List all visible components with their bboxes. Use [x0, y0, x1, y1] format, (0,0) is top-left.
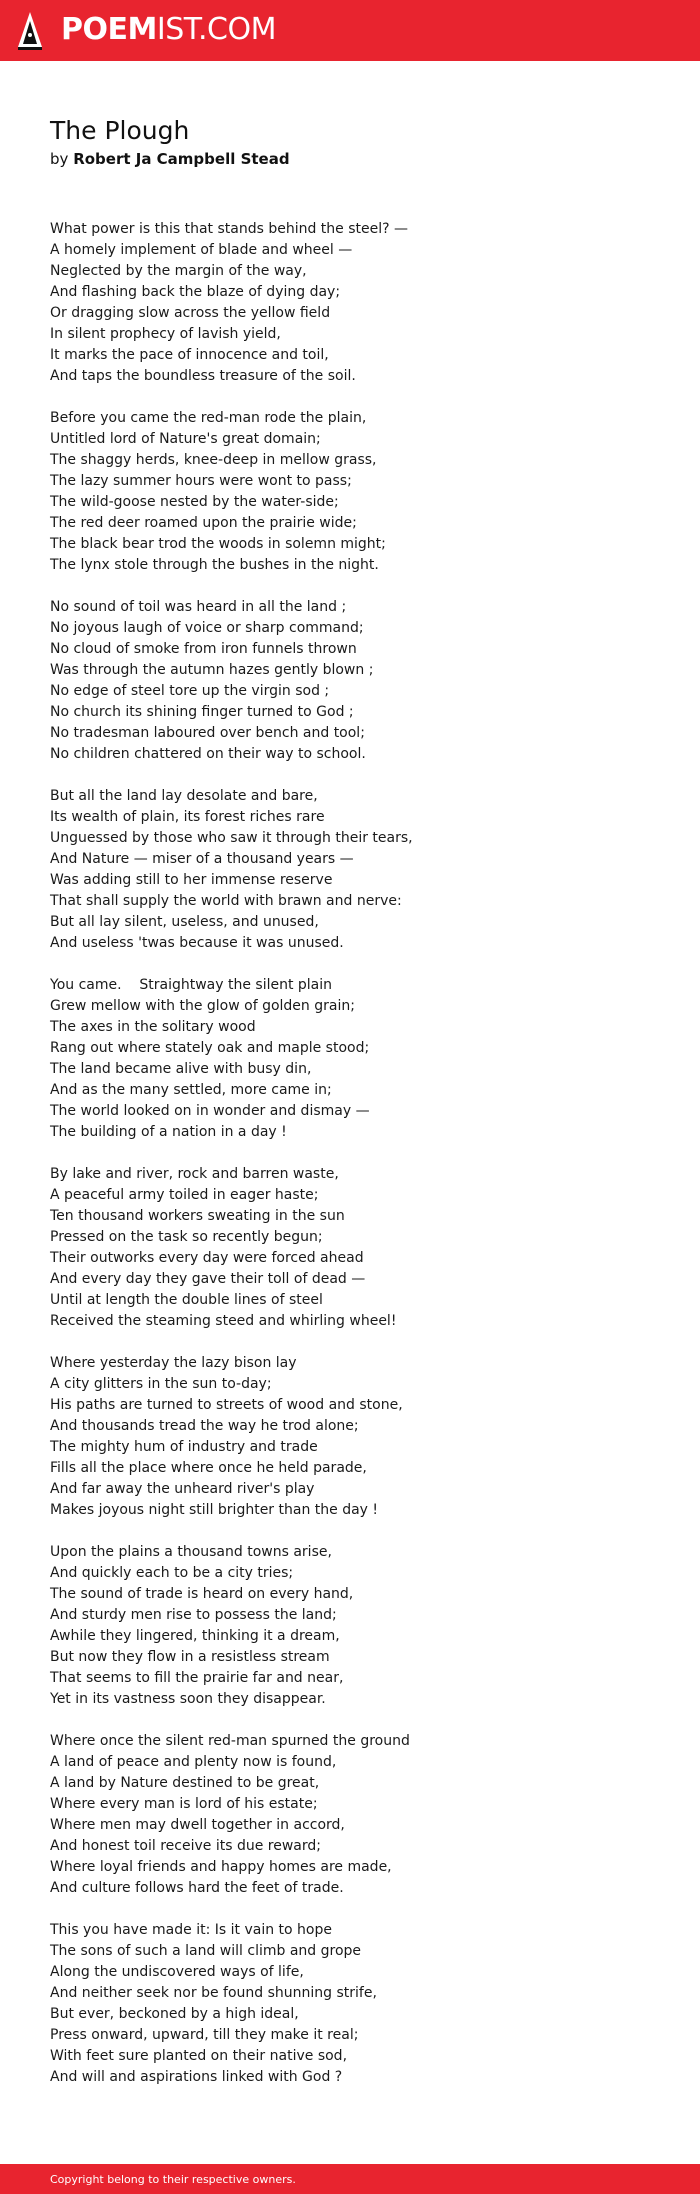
poem-line: Where men may dwell together in accord,: [50, 1817, 345, 1833]
poem-line: No cloud of smoke from iron funnels thrown: [50, 641, 357, 657]
poem-line: And sturdy men rise to possess the land;: [50, 1607, 337, 1623]
poem-line: Untitled lord of Nature's great domain;: [50, 431, 321, 447]
poem-line: That seems to fill the prairie far and near,: [50, 1670, 344, 1686]
stanza: [50, 786, 650, 954]
poem-line: The shaggy herds, knee-deep in mellow grass,: [50, 452, 377, 468]
poem-line: His paths are turned to streets of wood and stone,: [50, 1397, 403, 1413]
poem-line: But all the land lay desolate and bare,: [50, 788, 318, 804]
poem-line: The mighty hum of industry and trade: [50, 1439, 318, 1455]
poemist-nib-icon[interactable]: [15, 11, 45, 51]
poem-line: And neither seek nor be found shunning strife,: [50, 1985, 377, 2001]
poem-line: The building of a nation in a day !: [50, 1124, 287, 1140]
poem-line: Unguessed by those who saw it through their tears,: [50, 830, 413, 846]
stanza: [50, 1164, 650, 1332]
stanza: [50, 1731, 650, 1899]
poem-line: And will and aspirations linked with God ?: [50, 2069, 343, 2085]
poem-line: And quickly each to be a city tries;: [50, 1565, 294, 1581]
poem-line: But now they flow in a resistless stream: [50, 1649, 330, 1665]
poem-line: Press onward, upward, till they make it real;: [50, 2027, 359, 2043]
poem-line: But ever, beckoned by a high ideal,: [50, 2006, 299, 2022]
poem-line: No joyous laugh of voice or sharp command;: [50, 620, 364, 636]
poem-line: Awhile they lingered, thinking it a dream,: [50, 1628, 340, 1644]
stanza: [50, 1920, 650, 2088]
poem-title: The Plough: [50, 116, 190, 145]
poem-line: Pressed on the task so recently begun;: [50, 1229, 323, 1245]
poem-line: The axes in the solitary wood: [50, 1019, 256, 1035]
site-header: [0, 0, 700, 61]
logo-text-bold: POEM: [61, 12, 157, 47]
stanza: [50, 1542, 650, 1710]
poem-line: Makes joyous night still brighter than the day !: [50, 1502, 379, 1518]
poem-line: Where once the silent red-man spurned the ground: [50, 1733, 410, 1749]
poem-line: And thousands tread the way he trod alone;: [50, 1418, 359, 1434]
poem-line: Where loyal friends and happy homes are made,: [50, 1859, 392, 1875]
poem-line: Neglected by the margin of the way,: [50, 263, 307, 279]
poem-line: By lake and river, rock and barren waste,: [50, 1166, 339, 1182]
poem-line: It marks the pace of innocence and toil,: [50, 347, 329, 363]
poem-line: And culture follows hard the feet of trade.: [50, 1880, 344, 1896]
stanza: [50, 975, 650, 1143]
poem-line: But all lay silent, useless, and unused,: [50, 914, 319, 930]
poem-line: What power is this that stands behind the steel? —: [50, 221, 409, 237]
poem-line: A homely implement of blade and wheel —: [50, 242, 353, 258]
poem-line: And as the many settled, more came in;: [50, 1082, 332, 1098]
site-footer: [0, 2164, 700, 2194]
poem-line: That shall supply the world with brawn and nerve:: [50, 893, 402, 909]
poem-line: This you have made it: Is it vain to hope: [50, 1922, 332, 1938]
poem-line: No children chattered on their way to school.: [50, 746, 366, 762]
poem-line: Was adding still to her immense reserve: [50, 872, 333, 888]
poem-line: Before you came the red-man rode the plain,: [50, 410, 367, 426]
by-label: by: [50, 150, 69, 168]
poem-line: And taps the boundless treasure of the soil.: [50, 368, 356, 384]
stanza: [50, 408, 650, 576]
poem-line: In silent prophecy of lavish yield,: [50, 326, 281, 342]
poem-line: And flashing back the blaze of dying day;: [50, 284, 341, 300]
poem-line: Where every man is lord of his estate;: [50, 1796, 318, 1812]
poem-line: Ten thousand workers sweating in the sun: [50, 1208, 345, 1224]
poem-line: Its wealth of plain, its forest riches rare: [50, 809, 325, 825]
poem-line: No tradesman laboured over bench and tool;: [50, 725, 365, 741]
poem-line: And useless 'twas because it was unused.: [50, 935, 344, 951]
stanza: [50, 597, 650, 765]
poem-line: The world looked on in wonder and dismay —: [50, 1103, 370, 1119]
poem-line: Fills all the place where once he held parade,: [50, 1460, 367, 1476]
poem-body: [50, 219, 650, 2109]
poem-line: A peaceful army toiled in eager haste;: [50, 1187, 319, 1203]
logo-text-light: IST.COM: [156, 12, 276, 47]
poem-line: And Nature — miser of a thousand years —: [50, 851, 354, 867]
poem-line: Where yesterday the lazy bison lay: [50, 1355, 297, 1371]
poem-line: Until at length the double lines of steel: [50, 1292, 323, 1308]
poem-line: The land became alive with busy din,: [50, 1061, 312, 1077]
poem-line: Their outworks every day were forced ahead: [50, 1250, 364, 1266]
byline: [50, 148, 290, 170]
poem-line: The sound of trade is heard on every hand,: [50, 1586, 354, 1602]
poem-line: A city glitters in the sun to-day;: [50, 1376, 272, 1392]
author-name[interactable]: Robert Ja Campbell Stead: [73, 150, 290, 168]
poem-line: No church its shining finger turned to God ;: [50, 704, 354, 720]
copyright-notice: Copyright belong to their respective owners.: [50, 2173, 296, 2186]
poem-line: And honest toil receive its due reward;: [50, 1838, 321, 1854]
poem-line: A land by Nature destined to be great,: [50, 1775, 320, 1791]
poem-line: With feet sure planted on their native sod,: [50, 2048, 348, 2064]
poem-line: Upon the plains a thousand towns arise,: [50, 1544, 332, 1560]
poem-line: Along the undiscovered ways of life,: [50, 1964, 304, 1980]
poem-line: The black bear trod the woods in solemn might;: [50, 536, 386, 552]
stanza: [50, 1353, 650, 1521]
poem-line: The lazy summer hours were wont to pass;: [50, 473, 352, 489]
stanza: [50, 219, 650, 387]
poem-line: The red deer roamed upon the prairie wide;: [50, 515, 357, 531]
poem-line: You came. Straightway the silent plain: [50, 977, 333, 993]
poem-line: Received the steaming steed and whirling wheel!: [50, 1313, 397, 1329]
poem-line: The lynx stole through the bushes in the night.: [50, 557, 379, 573]
poem-line: No sound of toil was heard in all the land ;: [50, 599, 347, 615]
poem-line: Rang out where stately oak and maple stood;: [50, 1040, 370, 1056]
poem-line: Was through the autumn hazes gently blown ;: [50, 662, 374, 678]
poem-line: A land of peace and plenty now is found,: [50, 1754, 337, 1770]
poem-line: The sons of such a land will climb and grope: [50, 1943, 362, 1959]
poem-line: No edge of steel tore up the virgin sod ;: [50, 683, 330, 699]
poem-line: Grew mellow with the glow of golden grain;: [50, 998, 355, 1014]
poem-line: Yet in its vastness soon they disappear.: [50, 1691, 326, 1707]
poem-line: And far away the unheard river's play: [50, 1481, 315, 1497]
poem-line: The wild-goose nested by the water-side;: [50, 494, 339, 510]
poem-line: And every day they gave their toll of dead —: [50, 1271, 366, 1287]
site-logo[interactable]: [61, 10, 276, 50]
poem-line: Or dragging slow across the yellow field: [50, 305, 331, 321]
